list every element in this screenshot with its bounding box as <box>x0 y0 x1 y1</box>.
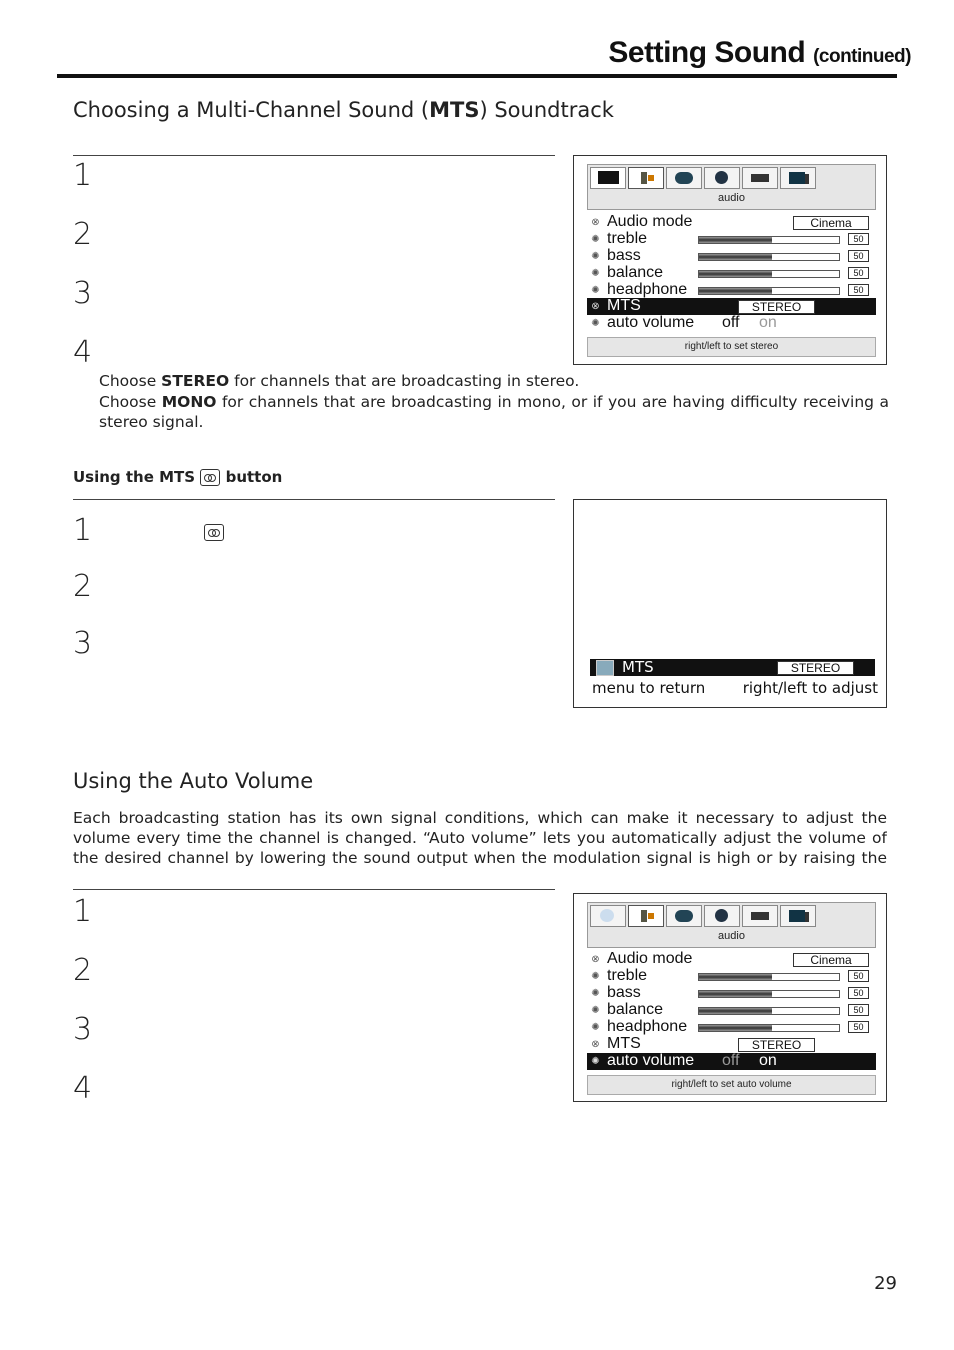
section-rule <box>73 155 555 156</box>
step-number: 4 <box>73 1071 93 1106</box>
heading-text: Using the MTS <box>73 468 196 486</box>
bass-value: 50 <box>848 250 869 262</box>
choose-stereo-text <box>99 371 579 391</box>
audio-mode-icon: ⊗ <box>591 217 600 228</box>
step-number: 1 <box>73 894 93 929</box>
row-label: headphone <box>607 1018 688 1035</box>
slider-fill <box>699 288 772 294</box>
section-auto-volume-heading: Using the Auto Volume <box>73 769 314 793</box>
text-span: Choose <box>99 372 162 390</box>
page-title <box>608 36 911 70</box>
osd-row-auto-volume[interactable] <box>587 1053 876 1070</box>
choose-mono-text <box>99 392 889 432</box>
timer-tab-icon <box>704 905 740 927</box>
step-number: 2 <box>73 953 93 988</box>
bass-icon: ✺ <box>591 251 600 262</box>
row-label: treble <box>607 967 648 984</box>
osd-row-headphone[interactable] <box>587 1019 876 1036</box>
auto-volume-off[interactable]: off <box>722 314 740 331</box>
mono-bold: MONO <box>161 393 217 411</box>
headphone-icon: ✺ <box>591 1022 600 1033</box>
row-label: balance <box>607 1001 664 1018</box>
hint-return: menu to return <box>592 679 706 697</box>
step-number: 3 <box>73 276 93 311</box>
step-number: 4 <box>73 335 93 370</box>
mts-button-icon <box>204 524 224 541</box>
osd-row-audio-mode[interactable] <box>587 214 876 231</box>
osd-row-mts[interactable] <box>587 298 876 315</box>
osd-footer-hint: right/left to set auto volume <box>587 1075 876 1095</box>
treble-slider[interactable] <box>698 236 840 244</box>
slider-fill <box>699 991 772 997</box>
hint-adjust: right/left to adjust <box>742 679 878 697</box>
title-rule <box>57 74 897 78</box>
audio-mode-icon: ⊗ <box>591 954 600 965</box>
section-rule <box>73 499 555 500</box>
headphone-value: 50 <box>848 1021 869 1033</box>
stereo-bold: STEREO <box>161 372 230 390</box>
step-number: 3 <box>73 626 93 661</box>
auto-volume-icon: ✺ <box>591 318 600 329</box>
bass-slider[interactable] <box>698 253 840 261</box>
auto-volume-off[interactable]: off <box>722 1052 740 1069</box>
mts-banner-label: MTS <box>622 658 654 676</box>
balance-value: 50 <box>848 267 869 279</box>
picture-tab-icon <box>590 905 626 927</box>
headphone-value: 50 <box>848 284 869 296</box>
step-number: 3 <box>73 1012 93 1047</box>
bass-slider[interactable] <box>698 990 840 998</box>
slider-fill <box>699 1025 772 1031</box>
slider-fill <box>699 271 772 277</box>
mts-icon: ⊗ <box>591 1039 600 1050</box>
osd-row-bass[interactable] <box>587 248 876 265</box>
treble-slider[interactable] <box>698 973 840 981</box>
osd-audio-menu-auto-volume <box>573 893 887 1102</box>
mts-button-heading <box>73 468 282 486</box>
audio-tab-icon <box>628 905 664 927</box>
text-span: for channels that are broadcasting in mono, or if you are having difficulty receiving a stereo signal. <box>99 393 890 431</box>
auto-volume-on[interactable]: on <box>759 314 777 331</box>
headphone-slider[interactable] <box>698 1024 840 1032</box>
setup-tab-icon <box>742 167 778 189</box>
mts-icon: ⊗ <box>591 301 600 312</box>
treble-icon: ✺ <box>591 971 600 982</box>
row-label: treble <box>607 230 648 247</box>
osd-footer-hint: right/left to set stereo <box>587 337 876 357</box>
row-label: headphone <box>607 281 688 298</box>
balance-slider[interactable] <box>698 1007 840 1015</box>
treble-value: 50 <box>848 970 869 982</box>
osd-row-bass[interactable] <box>587 985 876 1002</box>
heading-text-end: button <box>225 468 283 486</box>
pc-tab-icon <box>780 167 816 189</box>
row-label: Audio mode <box>607 950 693 967</box>
row-label: bass <box>607 984 641 1001</box>
picture-tab-icon <box>590 167 626 189</box>
auto-volume-paragraph: Each broadcasting station has its own signal conditions, which can make it necessary to adjust the volume every time the channel is changed. “Auto volume” lets you automatically adjust the volume of the desired channel by lowering the sound output when the modulation signal is high or by raising the <box>73 809 887 867</box>
heading-text-end: ) Soundtrack <box>479 98 614 122</box>
row-label: bass <box>607 247 641 264</box>
timer-tab-icon <box>704 167 740 189</box>
balance-icon: ✺ <box>591 1005 600 1016</box>
row-label: balance <box>607 264 664 281</box>
osd-tab-label: audio <box>718 930 745 942</box>
balance-value: 50 <box>848 1004 869 1016</box>
bass-icon: ✺ <box>591 988 600 999</box>
step-number: 1 <box>73 513 93 548</box>
audio-mode-value: Cinema <box>793 953 869 967</box>
osd-row-treble[interactable] <box>587 968 876 985</box>
step-number: 1 <box>73 158 93 193</box>
mts-value: STEREO <box>738 300 815 314</box>
section-mts-heading <box>73 98 614 122</box>
channel-tab-icon <box>666 167 702 189</box>
row-label: MTS <box>607 1035 641 1052</box>
row-label: MTS <box>607 297 641 314</box>
slider-fill <box>699 237 772 243</box>
mts-value: STEREO <box>738 1038 815 1052</box>
text-span: Choose <box>99 393 162 411</box>
page-title-text: Setting Sound <box>608 36 806 69</box>
osd-row-balance[interactable] <box>587 1002 876 1019</box>
mts-banner-value: STEREO <box>777 661 854 675</box>
section-rule <box>73 889 555 890</box>
osd-row-auto-volume[interactable] <box>587 315 876 332</box>
slider-fill <box>699 974 772 980</box>
balance-slider[interactable] <box>698 270 840 278</box>
headphone-slider[interactable] <box>698 287 840 295</box>
audio-tab-icon <box>628 167 664 189</box>
audio-mode-value: Cinema <box>793 216 869 230</box>
mts-banner-icon <box>596 660 614 676</box>
slider-fill <box>699 1008 772 1014</box>
heading-bold: MTS <box>429 98 480 122</box>
row-label: auto volume <box>607 314 695 331</box>
heading-text: Choosing a Multi-Channel Sound ( <box>73 98 430 122</box>
balance-icon: ✺ <box>591 268 600 279</box>
osd-tab-panel <box>587 902 876 948</box>
channel-tab-icon <box>666 905 702 927</box>
osd-audio-menu-mts <box>573 155 887 365</box>
row-label: Audio mode <box>607 213 693 230</box>
page-title-continued: (continued) <box>813 46 911 67</box>
setup-tab-icon <box>742 905 778 927</box>
auto-volume-icon: ✺ <box>591 1056 600 1067</box>
pc-tab-icon <box>780 905 816 927</box>
step-number: 2 <box>73 569 93 604</box>
mts-button-icon <box>200 469 220 486</box>
treble-value: 50 <box>848 233 869 245</box>
step-number: 2 <box>73 217 93 252</box>
step-mts-button-icon <box>204 522 224 541</box>
headphone-icon: ✺ <box>591 285 600 296</box>
mts-banner-bar[interactable] <box>590 659 875 676</box>
osd-mts-banner <box>573 499 887 708</box>
bass-value: 50 <box>848 987 869 999</box>
osd-row-audio-mode[interactable] <box>587 951 876 968</box>
text-span: for channels that are broadcasting in stereo. <box>229 372 580 390</box>
osd-row-balance[interactable] <box>587 265 876 282</box>
auto-volume-on[interactable]: on <box>759 1052 777 1069</box>
osd-row-mts[interactable] <box>587 1036 876 1053</box>
page-number: 29 <box>874 1273 897 1294</box>
osd-tab-panel <box>587 164 876 210</box>
slider-fill <box>699 254 772 260</box>
osd-row-treble[interactable] <box>587 231 876 248</box>
row-label: auto volume <box>607 1052 695 1069</box>
treble-icon: ✺ <box>591 234 600 245</box>
osd-tab-label: audio <box>718 192 745 204</box>
